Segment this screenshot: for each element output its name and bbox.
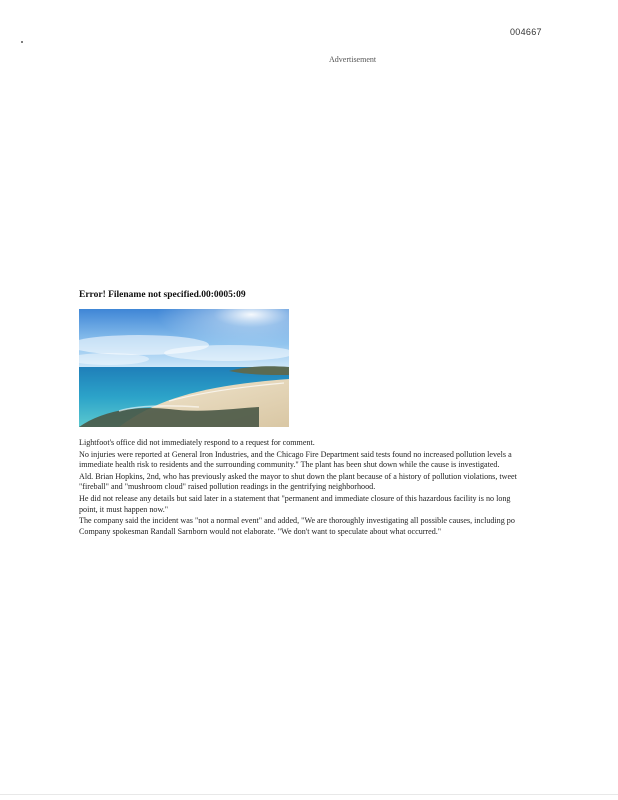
beach-photo-graphic [79,309,289,427]
advertisement-label: Advertisement [329,55,377,64]
page-edge [0,794,618,795]
article-line: The company said the incident was "not a normal event" and added, "We are thoroughly investigating all possible causes, including po [79,516,515,526]
scan-speck [21,41,23,43]
article-line: immediate health risk to residents and the surrounding community." The plant has been shut down while the cause is investigated. [79,460,500,470]
article-line: He did not release any details but said later in a statement that "permanent and immediate closure of this hazardous facility is no long [79,493,511,503]
article-line: Company spokesman Randall Sarnborn would not elaborate. "We don't want to speculate about what occurred." [79,526,442,536]
article-line: Ald. Brian Hopkins, 2nd, who has previously asked the mayor to shut down the plant because of a history of pollution violations, tweet [79,471,517,481]
article-line: "fireball" and "mushroom cloud" raised pollution readings in the gentrifying neighborhood. [79,482,376,492]
article-line: No injuries were reported at General Iron Industries, and the Chicago Fire Department said tests found no increased pollution levels a [79,449,512,459]
beach-photo [79,309,289,427]
bates-number: 004667 [510,27,542,37]
article-line: point, it must happen now." [79,504,169,514]
article-line: Lightfoot's office did not immediately respond to a request for comment. [79,438,315,447]
image-error-caption: Error! Filename not specified.00:0005:09 [79,290,246,300]
article-body [79,438,559,537]
